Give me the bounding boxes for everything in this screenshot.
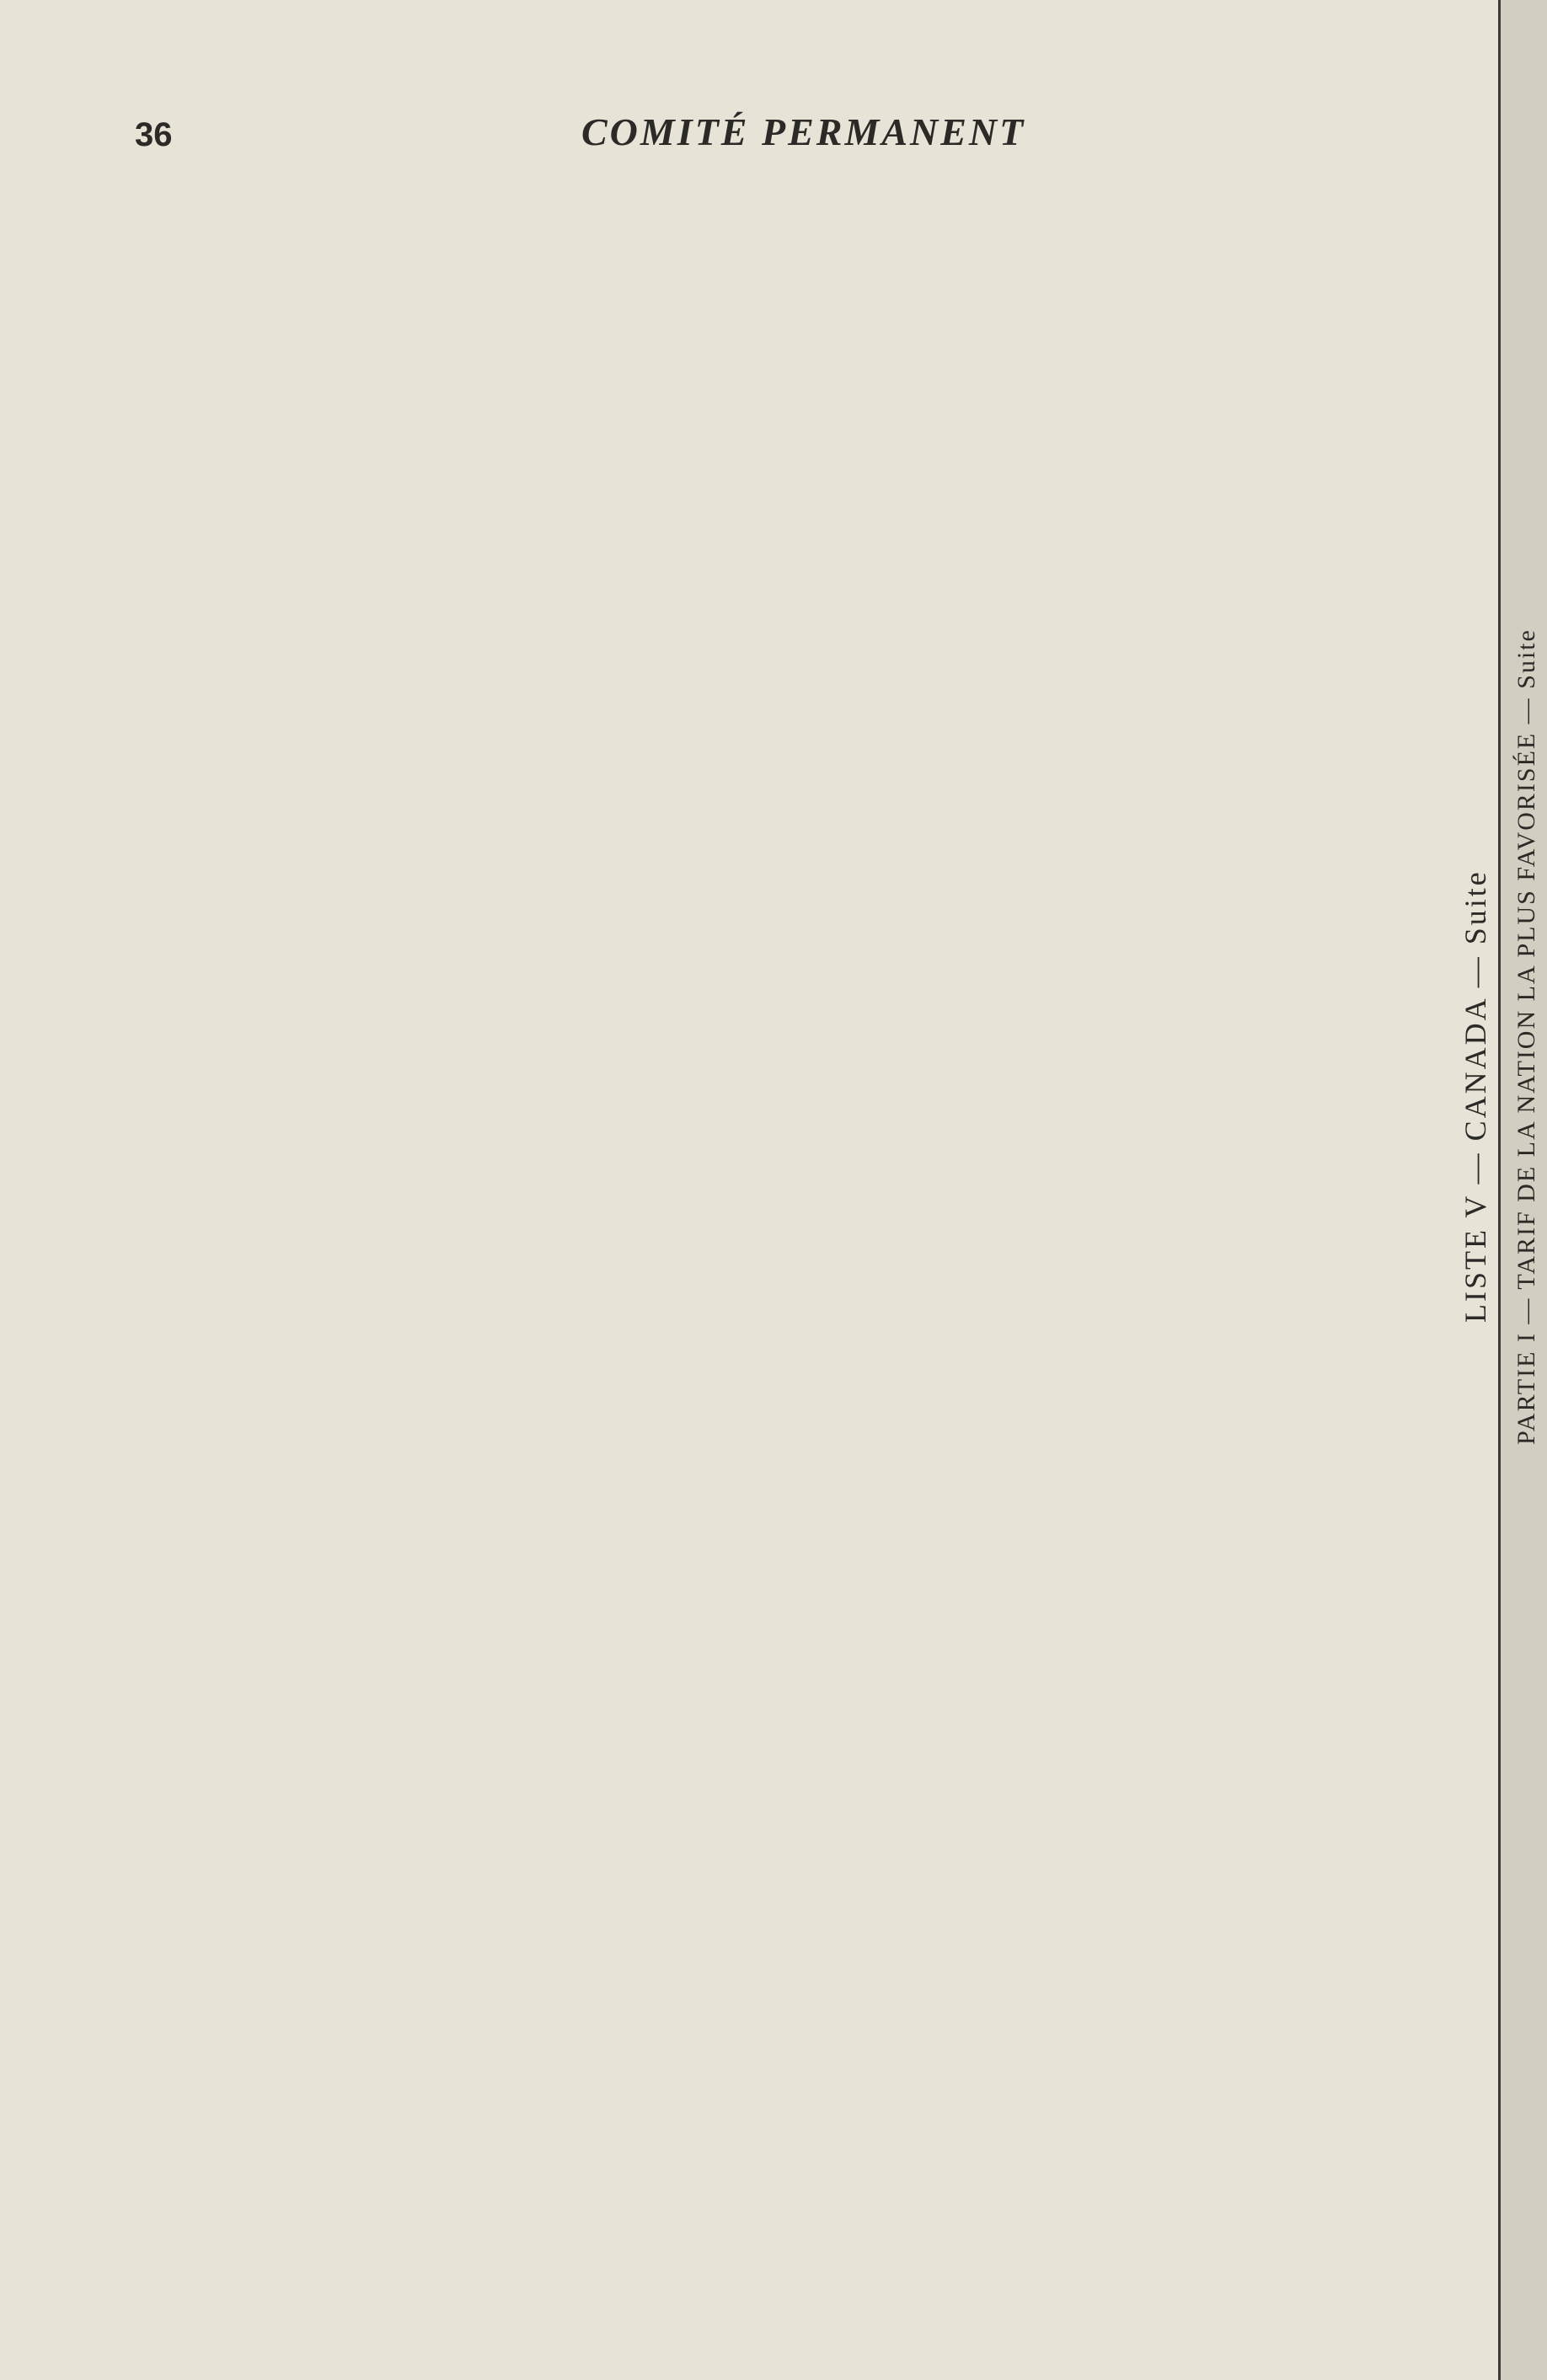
list-title: LISTE V — CANADA — Suite: [1459, 869, 1492, 1323]
page-header: [135, 110, 1399, 160]
page-number: 36: [135, 116, 173, 153]
rotated-table-page: [1281, 0, 1547, 1938]
part-title: PARTIE I — TARIF DE LA NATION LA PLUS FAVORISÉE — Suite: [1512, 628, 1540, 1445]
running-title: COMITÉ PERMANENT: [581, 110, 1026, 153]
